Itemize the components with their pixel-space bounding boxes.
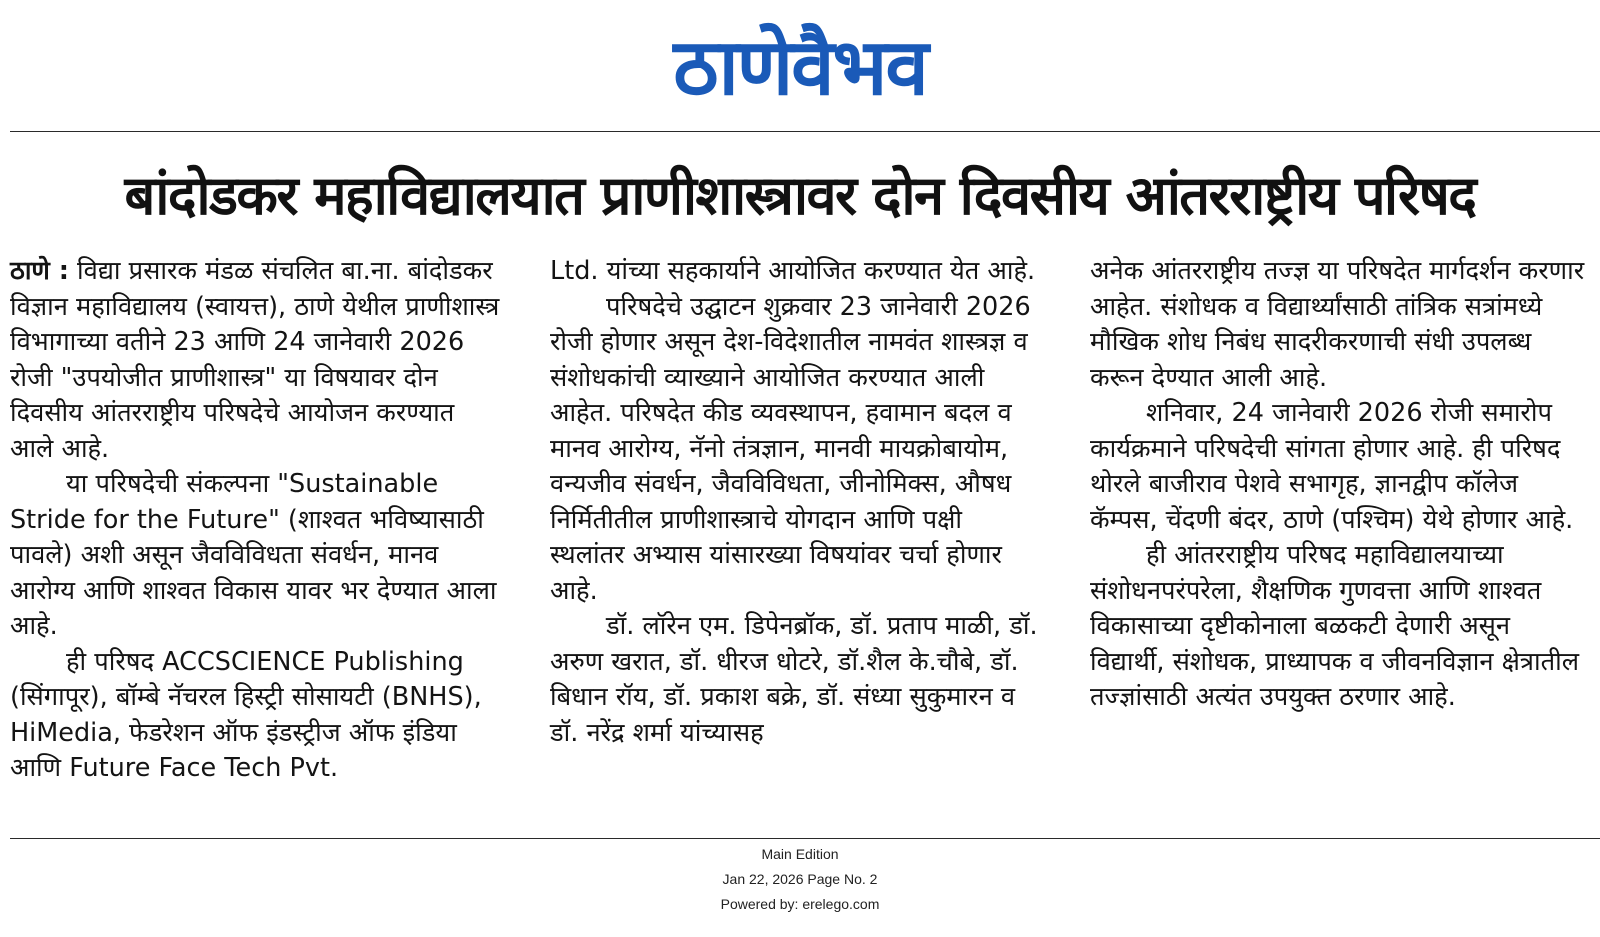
dateline: ठाणे : [10,256,69,286]
article-headline: बांदोडकर महाविद्यालयात प्राणीशास्त्रावर दोन दिवसीय आंतरराष्ट्रीय परिषद [124,164,1476,227]
article-paragraph [10,254,502,467]
masthead [0,18,1600,118]
page-footer [0,842,1600,917]
article-paragraph: ही आंतरराष्ट्रीय परिषद महाविद्यालयाच्या संशोधनपरंपरेला, शैक्षणिक गुणवत्ता आणि शाश्वत विकासाच्या दृष्टीकोनाला बळकटी देणारी असून विद्यार्थी, संशोधक, प्राध्यापक व जीवनविज्ञान क्षेत्रातील तज्ज्ञांसाठी अत्यंत उपयुक्त ठरणार आहे. [1090,540,1580,712]
footer-divider [10,838,1600,839]
article-paragraph-continued: अनेक आंतरराष्ट्रीय तज्ज्ञ या परिषदेत मार्गदर्शन करणार आहेत. संशोधक व विद्यार्थ्यांसाठी तांत्रिक सत्रांमध्ये मौखिक शोध निबंध सादरीकरणाची संधी उपलब्ध करून देण्यात आली आहे. [1090,256,1585,393]
article-paragraph-continued: Ltd. यांच्या सहकार्याने आयोजित करण्यात येत आहे. [550,256,1036,286]
date-page-label: Jan 22, 2026 Page No. 2 [722,871,878,887]
article-paragraph: या परिषदेची संकल्पना "Sustainable Stride for the Future" (शाश्वत भविष्यासाठी पावले) अशी असून जैवविविधता संवर्धन, मानव आरोग्य आणि शाश्वत विकास यावर भर देण्यात आला आहे. [10,469,497,641]
newspaper-logo: ठाणेवैभव [673,23,927,113]
powered-by-label: Powered by: erelego.com [720,896,880,912]
article-paragraph: परिषदेचे उद्घाटन शुक्रवार 23 जानेवारी 2026 रोजी होणार असून देश-विदेशातील नामवंत शास्त्रज्ञ व संशोधकांची व्याख्याने आयोजित करण्यात आली आहेत. परिषदेत कीड व्यवस्थापन, हवामान बदल व मानव आरोग्य, नॅनो तंत्रज्ञान, मानवी मायक्रोबायोम, वन्यजीव संवर्धन, जैवविविधता, जीनोमिक्स, औषध निर्मितीतील प्राणीशास्त्राचे योगदान आणि पक्षी स्थलांतर अभ्यास यांसारख्या विषयांवर चर्चा होणार आहे. [550,291,1031,606]
header-divider [10,131,1600,132]
article-column-2 [550,254,1042,751]
article-paragraph: ही परिषद ACCSCIENCE Publishing (सिंगापूर), बॉम्बे नॅचरल हिस्ट्री सोसायटी (BNHS), HiMedia, फेडरेशन ऑफ इंडस्ट्रीज ऑफ इंडिया आणि Future Face Tech Pvt. [10,646,482,783]
article-paragraph: डॉ. लॉरेन एम. डिपेनब्रॉक, डॉ. प्रताप माळी, डॉ. अरुण खरात, डॉ. धीरज धोटरे, डॉ.शैल के.चौबे, डॉ. बिधान रॉय, डॉ. प्रकाश बक्रे, डॉ. संध्या सुकुमारन व डॉ. नरेंद्र शर्मा यांच्यासह [550,611,1038,748]
article-column-3 [1090,254,1590,716]
paragraph-text: विद्या प्रसारक मंडळ संचलित बा.ना. बांदोडकर विज्ञान महाविद्यालय (स्वायत्त), ठाणे येथील प्राणीशास्त्र विभागाच्या वतीने 23 आणि 24 जानेवारी 2026 रोजी "उपयोजीत प्राणीशास्त्र" या विषयावर दोन दिवसीय आंतरराष्ट्रीय परिषदेचे आयोजन करण्यात आले आहे. [10,256,500,464]
article-paragraph: शनिवार, 24 जानेवारी 2026 रोजी समारोप कार्यक्रमाने परिषदेची सांगता होणार आहे. ही परिषद थोरले बाजीराव पेशवे सभागृह, ज्ञानद्वीप कॉलेज कॅम्पस, चेंदणी बंदर, ठाणे (पश्चिम) येथे होणार आहे. [1090,398,1574,535]
edition-label: Main Edition [761,846,839,862]
article-column-1 [10,254,502,787]
